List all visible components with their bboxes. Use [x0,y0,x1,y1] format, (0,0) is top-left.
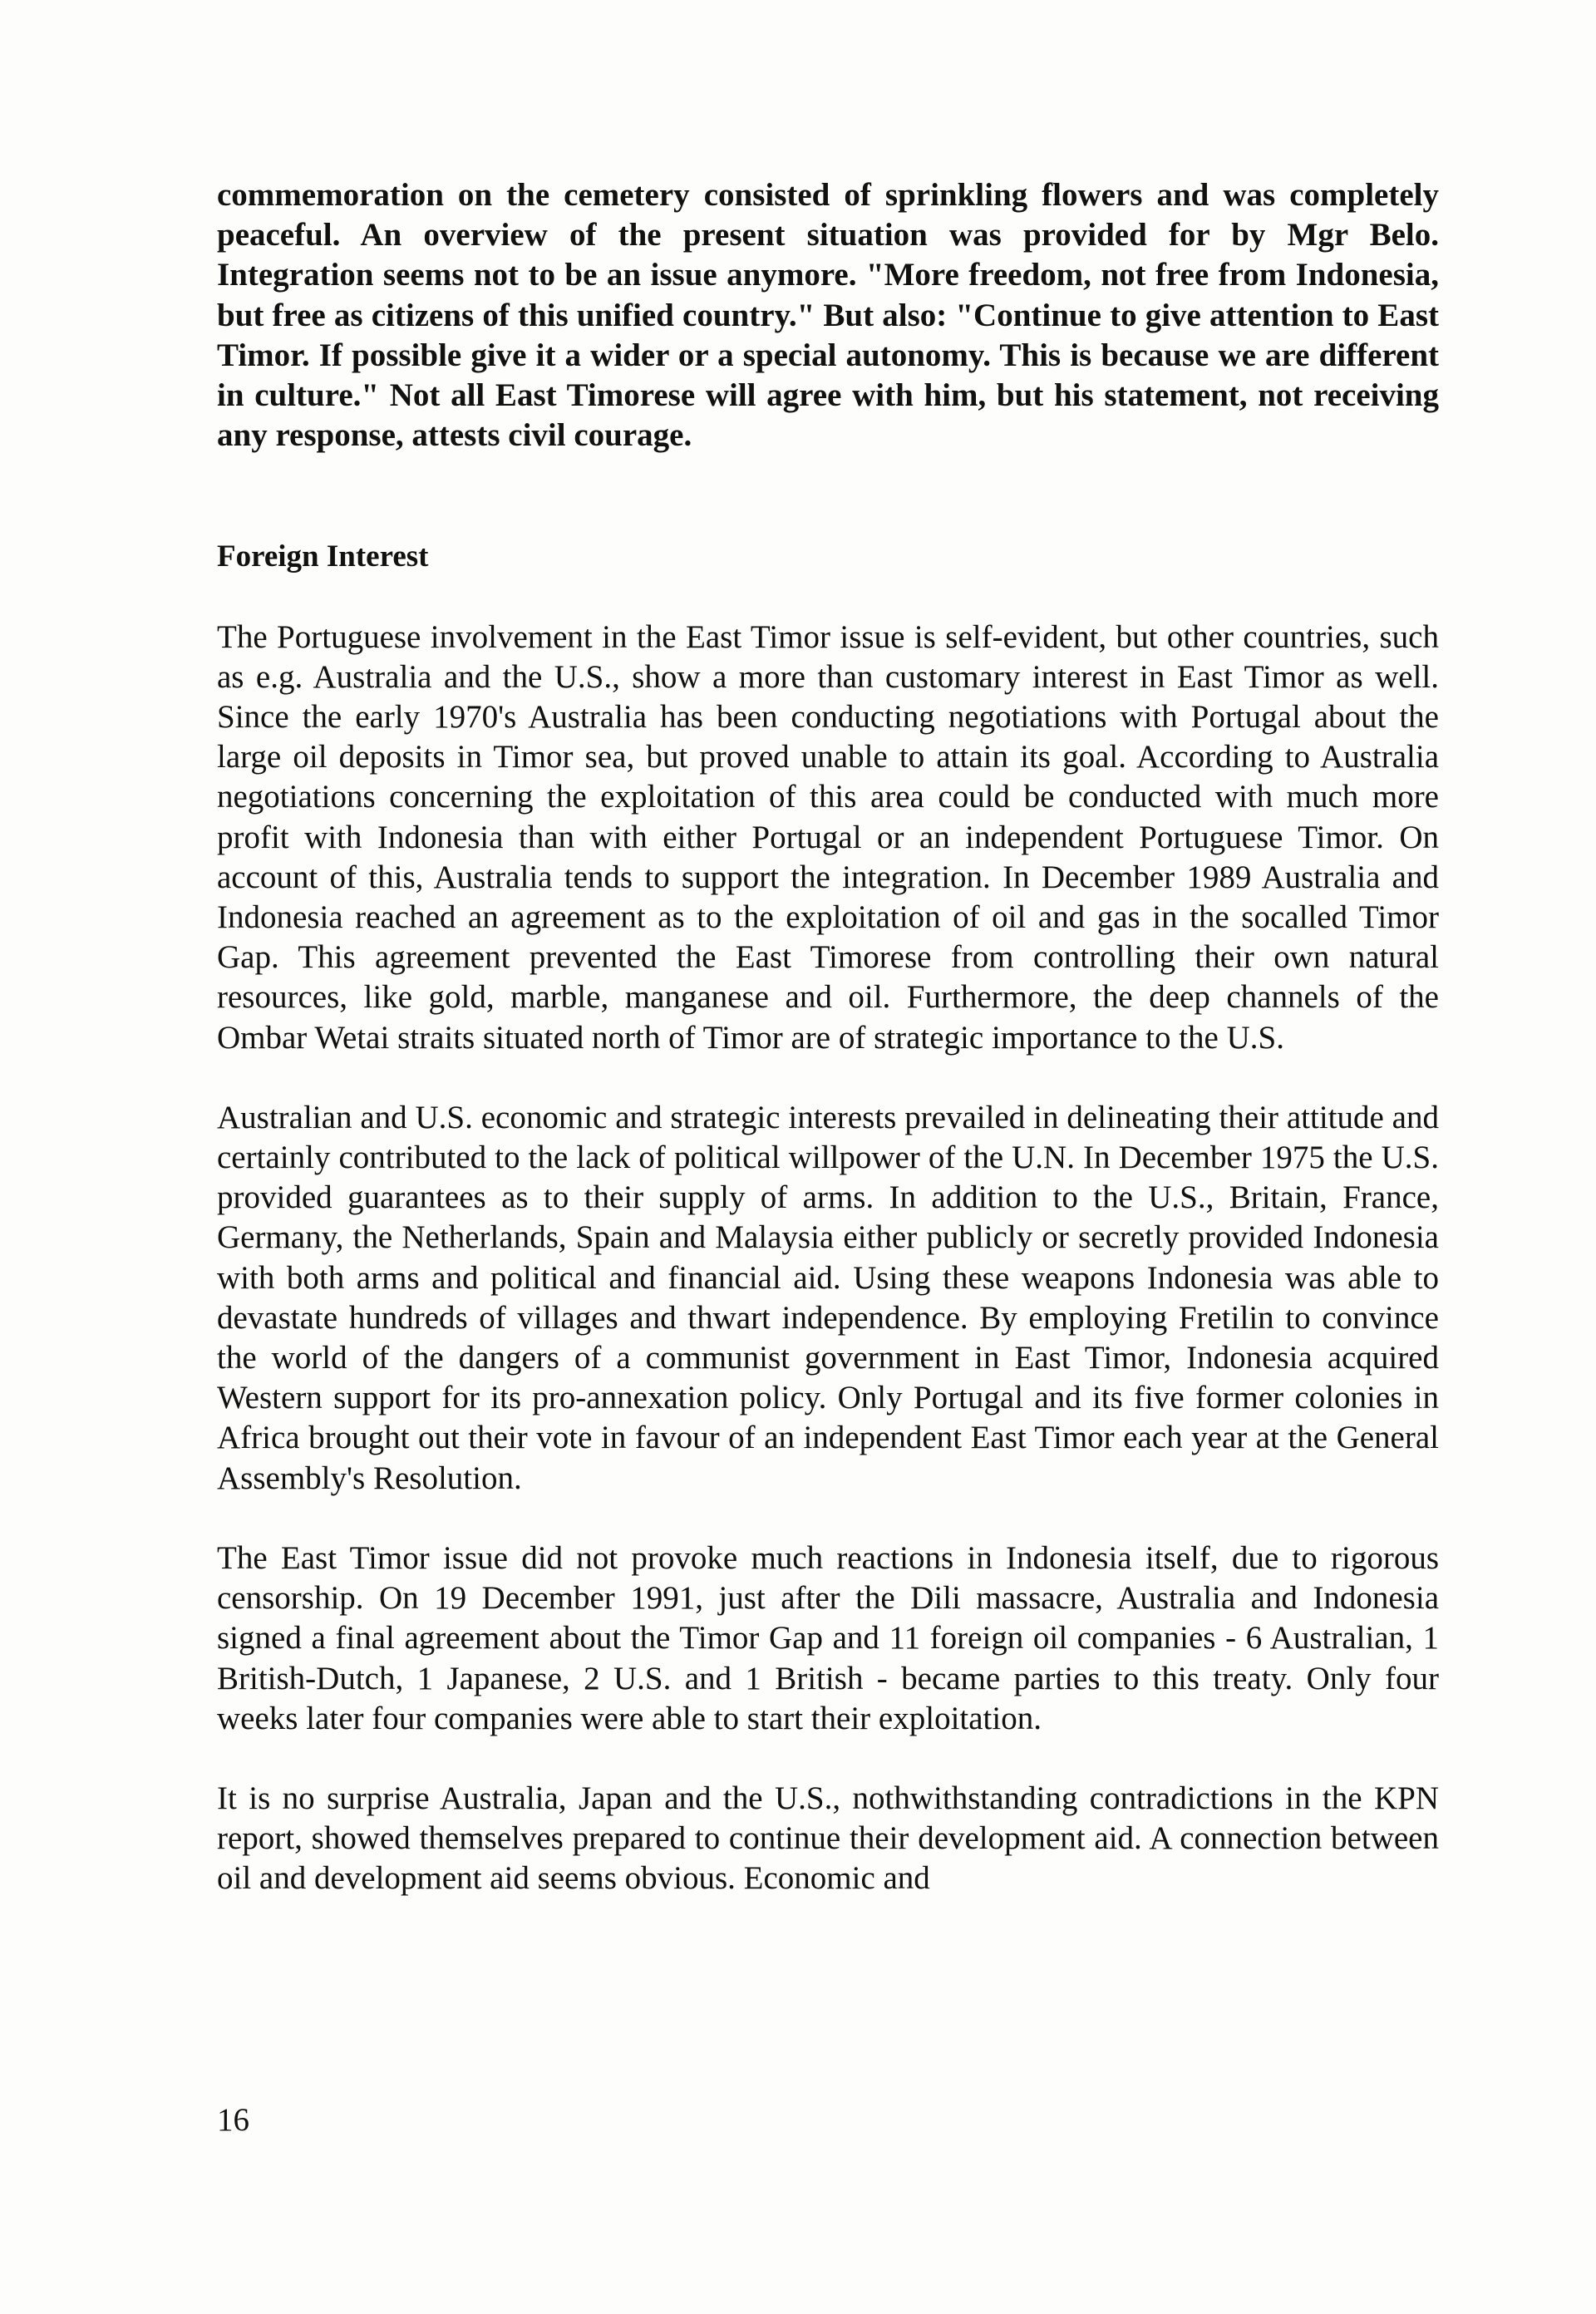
text-column [217,175,1439,1899]
body-paragraph-2: Australian and U.S. economic and strategic interests prevailed in delineating their attitude and certainly contributed to the lack of political willpower of the U.N. In December 1975 the U.S. provided guarantees as to their supply of arms. In addition to the U.S., Britain, France, Germany, the Netherlands, Spain and Malaysia either publicly or secretly provided Indonesia with both arms and political and financial aid. Using these weapons Indonesia was able to devastate hundreds of villages and thwart independence. By employing Fretilin to convince the world of the dangers of a communist government in East Timor, Indonesia acquired Western support for its pro-annexation policy. Only Portugal and its five former colonies in Africa brought out their vote in favour of an independent East Timor each year at the General Assembly's Resolution. [217,1099,1439,1496]
section-heading: Foreign Interest [217,539,429,574]
page-number: 16 [217,2102,249,2138]
body-paragraph-4: It is no surprise Australia, Japan and the U.S., nothwithstanding contradictions in the KPN report, showed themselves prepared to continue their development aid. A connection between oil and development aid seems obvious. Economic and [217,1780,1439,1897]
intro-paragraph: commemoration on the cemetery consisted of sprinkling flowers and was completely peaceful. An overview of the present situation was provided for by Mgr Belo. Integration seems not to be an issue anymore. "More freedom, not free from Indonesia, but free as citizens of this unified country." But also: "Continue to give attention to East Timor. If possible give it a wider or a special autonomy. This is because we are different in culture." Not all East Timorese will agree with him, but his statement, not receiving any response, attests civil courage. [217,177,1439,454]
body-paragraph-3: The East Timor issue did not provoke much reactions in Indonesia itself, due to rigorous censorship. On 19 December 1991, just after the Dili massacre, Australia and Indonesia signed a final agreement about the Timor Gap and 11 foreign oil companies - 6 Australian, 1 British-Dutch, 1 Japanese, 2 U.S. and 1 British - became parties to this treaty. Only four weeks later four companies were able to start their exploitation. [217,1539,1439,1736]
body-paragraph-1: The Portuguese involvement in the East Timor issue is self-evident, but other countries, such as e.g. Australia and the U.S., show a more than customary interest in East Timor as well. Since the early 1970's Australia has been conducting negotiations with Portugal about the large oil deposits in Timor sea, but proved unable to attain its goal. According to Australia negotiations concerning the exploitation of this area could be conducted with much more profit with Indonesia than with either Portugal or an independent Portuguese Timor. On account of this, Australia tends to support the integration. In December 1989 Australia and Indonesia reached an agreement as to the exploitation of oil and gas in the socalled Timor Gap. This agreement prevented the East Timorese from controlling their own natural resources, like gold, marble, manganese and oil. Furthermore, the deep channels of the Ombar Wetai straits situated north of Timor are of strategic importance to the U.S. [217,618,1439,1056]
